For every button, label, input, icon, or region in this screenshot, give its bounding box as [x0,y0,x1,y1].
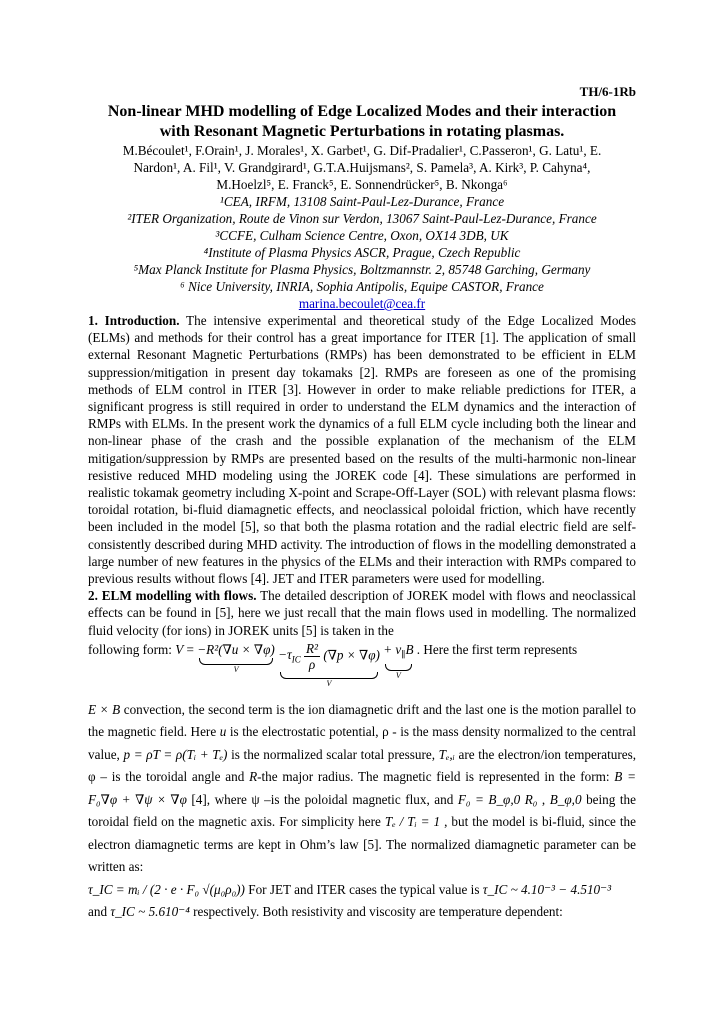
introduction-body: The intensive experimental and theoretical study of the Edge Localized Modes (ELMs) and methods for their control has a great importance for ITER [1]. The application of small external Resonant Magnetic Perturbations (RMPs) has been demonstrated to be efficient in ELM suppression/mitigation in present day tokamaks [2]. RMPs are foreseen as one of the promising methods of ELM control in ITER [3]. However in order to make reliable predictions for ITER, a significant progress is still required in order to understand the ELM dynamics and the interaction of RMPs with ELMs. In the present work the dynamics of a full ELM cycle including both the linear and non-linear phase of the crash and the possible explanation of the mechanism of the ELM mitigation/suppression by RMPs are presented based on the results of the multi-harmonic non-linear resistive reduced MHD modeling using the JOREK code [4]. These simulations are performed in realistic tokamak geometry including X-point and Scrape-Off-Layer (SOL) with relevant plasma flows: toroidal rotation, bi-fluid diamagnetic effects, and neoclassical poloidal friction, which have recently been included in the model [5], so that both the plasma rotation and the radial electric field are self-consistently described during MHD activity. The introduction of flows in the modelling demonstrated a large number of new features in the physics of the ELMs and their interaction with RMPs compared to previous results without flows [4]. JET and ITER parameters were used for modelling. [88,313,636,587]
parallel-term-label: V [395,670,401,680]
author-line-3: M.Hoelzl⁵, E. Franck⁵, E. Sonnendrücker⁵, B. Nkonga⁶ [216,177,508,192]
tau-ic-definition: τ_IC = mᵢ / (2 · e · F₀ √(μ₀ρ₀)) [88,881,245,897]
pressure-equation: p = ρT = ρ(Tᵢ + Tₑ) [123,746,228,762]
introduction-paragraph [88,312,636,587]
tau-ic-jet-value: τ_IC ~ 4.10⁻³ − 4.510⁻³ [482,881,612,897]
title-line-2: with Resonant Magnetic Perturbations in rotating plasmas. [159,123,565,140]
author-list [88,142,636,193]
tau-ic-iter-line: and τ_IC ~ 5.610⁻⁴ respectively. Both resistivity and viscosity are temperature dependent: [88,904,563,920]
elm-modelling-heading: 2. ELM modelling with flows. [88,588,257,604]
parallel-term: + $v_\parallel B$ V [383,641,414,680]
diamagnetic-parameter-line: τ_IC = mᵢ / (2 · e · F₀ √(μ₀ρ₀)) For JET and ITER cases the typical value is τ_IC ~ 4.10⁻³ − 4.510⁻³ [88,881,612,897]
affiliation-list [88,193,636,295]
affiliation-6: ⁶ Nice University, INRIA, Sophia Antipolis, Equipe CASTOR, France [180,279,544,294]
affiliation-1: ¹CEA, IRFM, 13108 Saint-Paul-Lez-Durance, France [219,194,505,209]
tau-ic-iter-value: τ_IC ~ 5.610⁻⁴ [110,904,190,920]
title-line-1: Non-linear MHD modelling of Edge Localized Modes and their interaction [107,103,617,120]
affiliation-2: ²ITER Organization, Route de Vinon sur Verdon, 13067 Saint-Paul-Lez-Durance, France [127,211,597,226]
diamagnetic-term-label: V [326,678,332,688]
elm-modelling-paragraph [88,587,636,639]
velocity-equation: V = −R²(∇u × ∇φ) V $-\tau_{IC}$ $\frac{\text{R²}}{\rho}$ (∇p × ∇φ) V + $v_\parallel B$ V [175,640,414,688]
magnetic-field-equation: B = F₀∇φ + ∇ψ × ∇φ [88,769,636,807]
author-line-2: Nardon¹, A. Fil¹, V. Grandgirard¹, G.T.A.Huijsmans², S. Pamela³, A. Kirk³, P. Cahyna⁴, [133,160,591,175]
equation-after: . Here the first term represents [416,641,578,657]
author-line-1: M.Bécoulet¹, F.Orain¹, J. Morales¹, X. Garbet¹, G. Dif-Pradalier¹, C.Passeron¹, G. Latu¹, E. [122,143,602,158]
affiliation-5: ⁵Max Planck Institute for Plasma Physics, Boltzmannstr. 2, 85748 Garching, Germany [133,262,591,277]
exb-term-label: V [233,664,239,674]
paper-page [88,84,636,924]
flow-description-paragraph: E × B convection, the second term is the ion diamagnetic drift and the last one is the motion parallel to the magnetic field. Here u is the electrostatic potential, ρ - is the mass density normalized to the central value, p = ρT = ρ(Tᵢ + Tₑ) is the normalized scalar total pressure, Tₑ,ᵢ are the electron/ion temperatures, φ – is the toroidal angle and R-the major radius. The magnetic field is represented in the form: B = F₀∇φ + ∇ψ × ∇φ [4], where ψ –is the poloidal magnetic flux, and F₀ = B_φ,0 R₀ , B_φ,0 being the toroidal field on the magnetic axis. For simplicity here Tₑ / Tᵢ = 1 , but the model is bi-fluid, since the electron diamagnetic terms are kept in Ohm’s law [5]. The normalized diamagnetic parameter can be written as: [88,701,637,875]
paper-id: TH/6-1Rb [579,84,636,99]
equation-intro: following form: [88,641,172,657]
affiliation-4: ⁴Institute of Plasma Physics ASCR, Prague, Czech Republic [203,245,521,260]
exb-term: −R²(∇u × ∇φ) V [197,641,275,674]
elm-modelling-body: The detailed description of JOREK model with flows and neoclassical effects can be found in [5], here we just recall that the main flows used in modelling. The normalized fluid velocity (for ions) in JOREK units [5] is taken in the [88,588,636,638]
contact-email-link[interactable]: marina.becoulet@cea.fr [298,296,426,311]
velocity-equation-line [88,641,636,689]
paper-title [88,102,636,142]
diamagnetic-term: $-\tau_{IC}$ $\frac{\text{R²}}{\rho}$ (∇p × ∇φ) V [278,640,380,688]
affiliation-3: ³CCFE, Culham Science Centre, Oxon, OX14 3DB, UK [215,228,509,243]
introduction-heading: 1. Introduction. [88,313,180,328]
